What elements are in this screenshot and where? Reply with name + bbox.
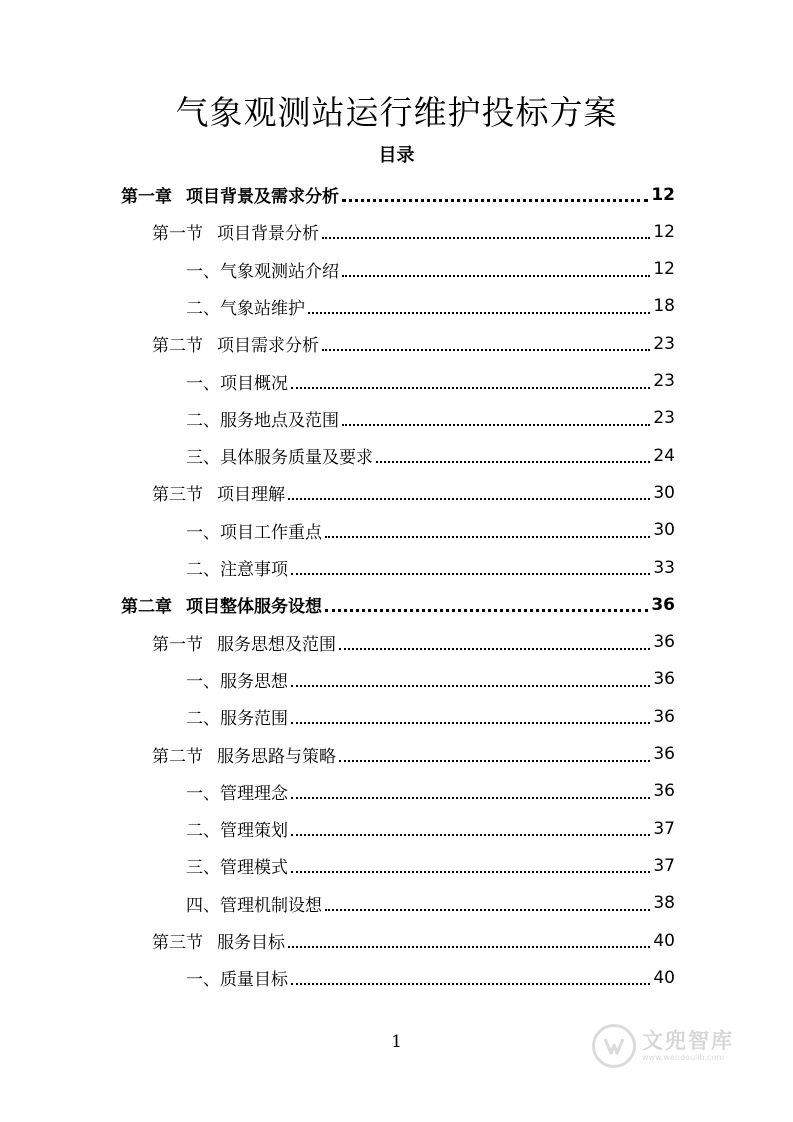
toc-entry-page: 36: [653, 781, 675, 802]
toc-entry[interactable]: [186, 773, 675, 810]
toc-dot-leader: [291, 698, 650, 735]
toc-entry-label: 项目背景及需求分析: [186, 187, 339, 207]
toc-dot-leader: [291, 959, 650, 996]
toc-entry-label: 服务范围: [220, 709, 288, 730]
toc-entry-number: 二、: [186, 709, 220, 730]
toc-dot-leader: [291, 661, 650, 698]
toc-entry[interactable]: [186, 251, 675, 288]
toc-entry-page: 36: [653, 669, 675, 690]
toc-entry-number: 一、: [186, 261, 220, 282]
toc-entry-page: 36: [653, 744, 675, 764]
toc-entry-page: 36: [651, 594, 675, 615]
watermark-logo-glyph: [601, 1033, 627, 1059]
toc-dot-leader: [342, 251, 650, 288]
toc-entry-page: 37: [653, 818, 675, 839]
watermark: [592, 1020, 762, 1072]
toc-dot-leader: [325, 885, 650, 922]
toc-entry-page: 30: [653, 520, 675, 541]
toc-entry[interactable]: [186, 847, 675, 884]
toc-entry-label: 管理理念: [220, 783, 288, 804]
toc-entry-page: 36: [653, 706, 675, 727]
toc-entry[interactable]: [186, 400, 675, 437]
toc-entry-number: 第二章: [121, 597, 172, 618]
toc-entry-page: 18: [653, 296, 675, 317]
toc-entry-number: 三、: [186, 448, 220, 469]
toc-entry[interactable]: [186, 661, 675, 698]
toc-entry-page: 23: [653, 408, 675, 429]
toc-entry-page: 12: [651, 184, 675, 205]
toc-entry-label: 管理模式: [220, 858, 288, 879]
toc-entry-number: 一、: [186, 783, 220, 804]
toc-entry-label: 服务思路与策略: [217, 746, 336, 767]
toc-entry-number: 第三节: [152, 933, 203, 953]
toc-entry-label: 项目工作重点: [220, 522, 322, 543]
toc-entry[interactable]: [186, 288, 675, 325]
toc-dot-leader: [288, 474, 650, 511]
toc-entry[interactable]: [186, 698, 675, 735]
toc-dot-leader: [325, 512, 650, 549]
toc-entry-page: 12: [653, 221, 675, 242]
toc-entry-number: 第二节: [152, 336, 203, 357]
toc-dot-leader: [339, 736, 650, 773]
toc-entry-number: 四、: [186, 895, 220, 916]
toc-entry-number: 一、: [186, 522, 220, 543]
toc-entry-number: 第二节: [152, 746, 203, 767]
watermark-name: 文兜智库: [642, 1029, 734, 1053]
toc-dot-leader: [291, 363, 650, 400]
toc-entry[interactable]: [186, 810, 675, 847]
toc-dot-leader: [308, 288, 650, 325]
toc-entry-number: 第三节: [152, 485, 203, 506]
toc-entry-label: 气象站维护: [220, 298, 305, 319]
toc-entry[interactable]: [186, 437, 675, 474]
toc-entry-page: 33: [653, 557, 675, 578]
toc-entry-label: 项目概况: [220, 373, 288, 394]
toc-entry-number: 一、: [186, 970, 220, 991]
toc-dot-leader: [291, 847, 650, 884]
toc-dot-leader: [342, 400, 650, 437]
toc-entry-label: 项目理解: [217, 485, 285, 506]
toc-entry-number: 一、: [186, 373, 220, 394]
toc-dot-leader: [325, 586, 648, 623]
toc-entry-label: 项目整体服务设想: [186, 597, 322, 618]
toc-entry-label: 服务目标: [217, 933, 285, 953]
toc-entry-number: 第一节: [152, 224, 203, 245]
toc-entry[interactable]: [186, 885, 675, 922]
toc-dot-leader: [288, 922, 650, 959]
toc-entry[interactable]: [186, 512, 675, 549]
toc-entry-label: 管理机制设想: [220, 895, 322, 916]
toc-entry-page: 36: [653, 632, 675, 653]
toc-entry-page: 23: [653, 371, 675, 391]
toc-dot-leader: [291, 549, 650, 586]
toc-entry-number: 第一章: [121, 187, 172, 207]
toc-entry-label: 服务思想: [220, 671, 288, 692]
toc-entry-number: 二、: [186, 821, 220, 842]
toc-entry-number: 三、: [186, 858, 220, 879]
toc-entry-page: 40: [653, 967, 675, 988]
toc-entry-number: 二、: [186, 410, 220, 431]
toc-entry-label: 质量目标: [220, 970, 288, 991]
toc-dot-leader: [322, 325, 650, 362]
toc-entry-page: 40: [653, 930, 675, 951]
toc-entry-label: 注意事项: [220, 560, 288, 580]
toc-entry[interactable]: [186, 363, 675, 400]
toc-entry-label: 服务地点及范围: [220, 410, 339, 431]
toc-entry[interactable]: [152, 474, 675, 511]
watermark-logo-icon: [592, 1024, 636, 1068]
toc-entry[interactable]: [121, 176, 675, 213]
toc-entry-page: 12: [653, 259, 675, 280]
toc-entry[interactable]: [152, 736, 675, 773]
toc-dot-leader: [291, 810, 650, 847]
toc-dot-leader: [376, 437, 650, 474]
page-number: 1: [391, 1032, 402, 1052]
toc-dot-leader: [339, 624, 650, 661]
toc-entry-label: 服务思想及范围: [217, 634, 336, 655]
toc-entry-page: 38: [653, 893, 675, 914]
toc-entry-number: 第一节: [152, 634, 203, 655]
toc-dot-leader: [322, 213, 650, 250]
toc-entry[interactable]: [152, 922, 675, 959]
toc-dot-leader: [291, 773, 650, 810]
toc-entry-label: 管理策划: [220, 821, 288, 842]
toc-entry-label: 项目需求分析: [217, 336, 319, 357]
toc-entry-label: 具体服务质量及要求: [220, 448, 373, 469]
toc-entry-label: 气象观测站介绍: [220, 261, 339, 282]
toc-entry[interactable]: [152, 325, 675, 362]
toc-entry-page: 30: [653, 482, 675, 503]
toc-entry-label: 项目背景分析: [217, 224, 319, 245]
toc-entry-page: 37: [653, 855, 675, 876]
toc-dot-leader: [342, 176, 648, 213]
toc-entry[interactable]: [186, 549, 675, 586]
watermark-url: www.wendoulib.com: [642, 1053, 725, 1062]
toc-entry-number: 二、: [186, 560, 220, 580]
toc-entry[interactable]: [152, 213, 675, 250]
toc-heading: 目录: [378, 145, 415, 166]
document-title: 气象观测站运行维护投标方案: [175, 93, 618, 132]
toc-entry[interactable]: [121, 586, 675, 623]
toc-entry[interactable]: [152, 624, 675, 661]
toc-entry-page: 24: [653, 445, 675, 466]
toc-entry-number: 二、: [186, 298, 220, 319]
toc-entry-number: 一、: [186, 671, 220, 692]
toc-entry[interactable]: [186, 959, 675, 996]
watermark-text: [642, 1029, 734, 1063]
toc-entry-page: 23: [653, 333, 675, 354]
